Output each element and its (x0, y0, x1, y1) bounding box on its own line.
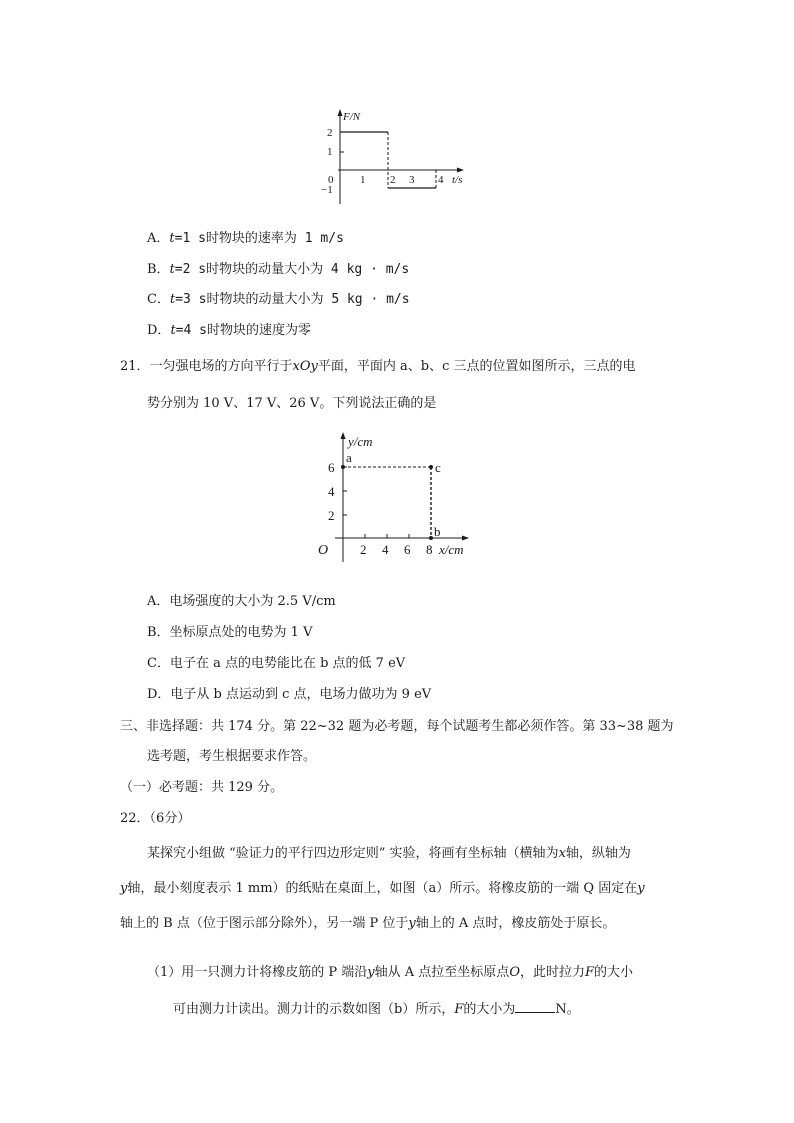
y-tick-2: 2 (328, 508, 335, 523)
x-tick-4: 4 (382, 542, 389, 557)
section3-required-subheading: （一）必考题：共 129 分。 (120, 780, 284, 795)
y-tick-4: 4 (328, 484, 335, 499)
f-axis-arrow (338, 109, 343, 116)
q21-option-a: A．电场强度的大小为 2.5 V/cm (147, 594, 336, 609)
q21-stem-line2: 势分别为 10 V、17 V、26 V。下列说法正确的是 (147, 396, 437, 411)
x-axis-arrow (462, 536, 469, 541)
t-axis-arrow (457, 168, 464, 173)
field-points-graph (315, 430, 480, 565)
t-tick-3: 3 (409, 174, 415, 186)
t-tick-2: 2 (390, 174, 396, 186)
q22-para-line1: 某探究小组做 “验证力的平行四边形定则” 实验，将画有坐标轴（横轴为x轴，纵轴为 (147, 846, 631, 861)
f-tick-neg1: −1 (321, 184, 333, 196)
y-tick-6: 6 (328, 460, 335, 475)
t-axis-label: t/s (452, 174, 463, 186)
t-tick-4: 4 (438, 174, 444, 186)
force-time-graph (318, 108, 478, 208)
t-tick-1: 1 (360, 174, 366, 186)
q22-header: 22．（6分） (120, 811, 191, 826)
origin-label: 0 (328, 174, 334, 186)
f-tick-1: 1 (327, 146, 333, 158)
f-tick-2: 2 (327, 127, 333, 139)
point-c (429, 465, 433, 469)
x-tick-2: 2 (360, 542, 367, 557)
point-a-label: a (346, 450, 352, 465)
f-axis-label: F/N (343, 111, 361, 123)
q20-option-d: D．t=4 s时物块的速度为零 (147, 323, 311, 338)
q22-sub1-line2: 可由测力计读出。测力计的示数如图（b）所示，F的大小为 N。 (173, 999, 580, 1019)
q20-option-c: C．t=3 s时物块的动量大小为 5 kg · m/s (147, 292, 410, 307)
x-axis-label: x/cm (439, 542, 464, 557)
answer-blank[interactable] (515, 999, 555, 1013)
q21-stem-line1: 21．一匀强电场的方向平行于xOy平面，平面内 a、b、c 三点的位置如图所示，三点的电 (120, 359, 636, 374)
q22-para-line2: y轴，最小刻度表示 1 mm）的纸贴在桌面上，如图（a）所示。将橡皮筋的一端 Q 固定在y (120, 881, 645, 896)
section3-heading-line1: 三、非选择题：共 174 分。第 22~32 题为必考题，每个试题考生都必须作答。第 33~38 题为 (120, 719, 674, 734)
point-b-label: b (434, 524, 441, 539)
origin-o-label: O (318, 543, 329, 558)
q22-sub1-line1: （1）用一只测力计将橡皮筋的 P 端沿y轴从 A 点拉至坐标原点O，此时拉力F的大小 (147, 965, 634, 980)
y-axis-arrow (341, 432, 346, 439)
point-b (429, 536, 433, 540)
section3-heading-line2: 选考题，考生根据要求作答。 (147, 749, 317, 764)
x-tick-8: 8 (426, 542, 433, 557)
y-axis-label: y/cm (348, 434, 373, 449)
q21-option-d: D．电子从 b 点运动到 c 点，电场力做功为 9 eV (147, 687, 432, 702)
q21-option-c: C．电子在 a 点的电势能比在 b 点的低 7 eV (147, 656, 406, 671)
point-a (341, 465, 345, 469)
q22-para-line3: 轴上的 B 点（位于图示部分除外），另一端 P 位于y轴上的 A 点时，橡皮筋处于原长。 (120, 916, 616, 931)
q20-option-a: A．t=1 s时物块的速率为 1 m/s (147, 231, 344, 246)
q21-option-b: B．坐标原点处的电势为 1 V (147, 625, 313, 640)
x-tick-6: 6 (404, 542, 411, 557)
point-c-label: c (435, 460, 441, 475)
q20-option-b: B．t=2 s时物块的动量大小为 4 kg · m/s (147, 262, 410, 277)
